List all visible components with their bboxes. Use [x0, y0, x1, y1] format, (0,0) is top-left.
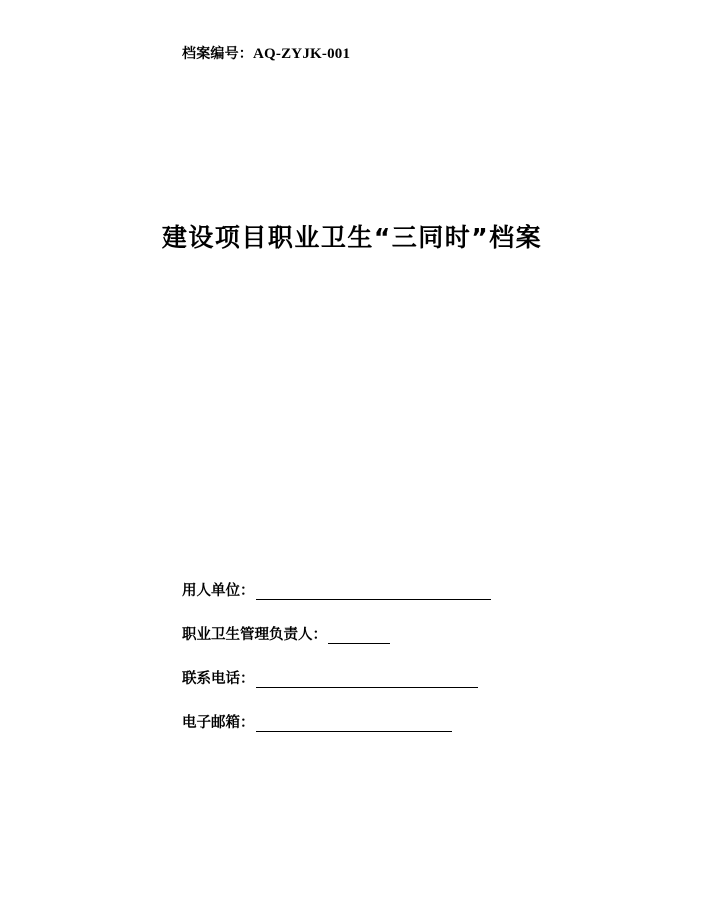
archive-number: [182, 43, 350, 63]
field-input-contact-phone[interactable]: [256, 672, 478, 688]
field-input-email[interactable]: [256, 716, 452, 732]
field-input-employer-unit[interactable]: [256, 584, 491, 600]
field-email: [182, 710, 602, 732]
fields-block: [182, 578, 602, 754]
archive-number-value: AQ-ZYJK-001: [253, 46, 351, 62]
field-contact-phone: [182, 666, 602, 688]
field-occupational-health-manager: [182, 622, 602, 644]
field-label-contact-phone: 联系电话：: [182, 671, 255, 687]
field-input-occupational-health-manager[interactable]: [328, 628, 390, 644]
field-employer-unit: [182, 578, 602, 600]
field-label-employer-unit: 用人单位：: [182, 583, 255, 599]
field-label-email: 电子邮箱：: [182, 715, 255, 731]
archive-number-label: 档案编号：: [182, 46, 253, 62]
page-title: 建设项目职业卫生“三同时”档案: [161, 223, 543, 252]
field-label-occupational-health-manager: 职业卫生管理负责人：: [182, 627, 327, 643]
